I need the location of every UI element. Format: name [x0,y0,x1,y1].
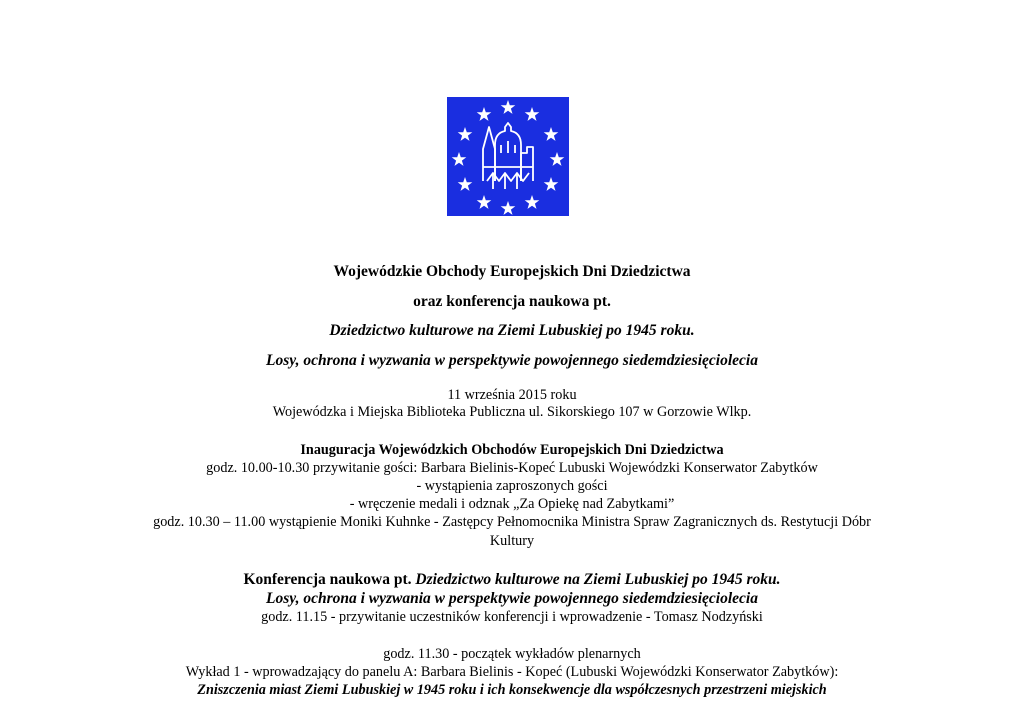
title-line-1: Wojewódzkie Obchody Europejskich Dni Dziedzictwa [333,263,691,280]
event-venue: Wojewódzka i Miejska Biblioteka Publiczna ul. Sikorskiego 107 w Gorzowie Wlkp. [272,404,752,420]
title-line-2: oraz konferencja naukowa pt. [413,293,611,310]
conference-welcome: godz. 11.15 - przywitanie uczestników konferencji i wprowadzenie - Tomasz Nodzyński [261,609,763,625]
event-date: 11 września 2015 roku [447,387,577,403]
lecture-1: Wykład 1 - wprowadzający do panelu A: Barbara Bielinis - Kopeć (Lubuski Wojewódzki Konserwator Zabytków): [185,664,839,680]
inauguration-line-5: Kultury [489,533,535,549]
european-heritage-days-logo [447,97,569,216]
conference-heading-prefix: Konferencja naukowa pt. [243,571,416,588]
plenary-start: godz. 11.30 - początek wykładów plenarnych [383,646,641,662]
inauguration-heading: Inauguracja Wojewódzkich Obchodów Europejskich Dni Dziedzictwa [300,442,724,458]
inauguration-line-4: godz. 10.30 – 11.00 wystąpienie Moniki Kuhnke - Zastępcy Pełnomocnika Ministra Spraw Zagranicznych ds. Restytucji Dóbr [153,514,871,530]
lecture-1-title: Zniszczenia miast Ziemi Lubuskiej w 1945 roku i ich konsekwencje dla współczesnych przestrzeni miejskich [197,682,827,698]
title-line-3: Dziedzictwo kulturowe na Ziemi Lubuskiej po 1945 roku. [329,322,695,339]
conference-heading-line-2: Losy, ochrona i wyzwania w perspektywie powojennego siedemdziesięciolecia [266,590,758,607]
inauguration-line-2: - wystąpienia zaproszonych gości [416,478,608,494]
logo-background [447,97,569,216]
logo-graphic [447,97,569,216]
conference-heading [0,571,1024,589]
title-line-4: Losy, ochrona i wyzwania w perspektywie powojennego siedemdziesięciolecia [266,352,758,369]
conference-heading-title: Dziedzictwo kulturowe na Ziemi Lubuskiej po 1945 roku. [415,571,781,588]
inauguration-line-1: godz. 10.00-10.30 przywitanie gości: Barbara Bielinis-Kopeć Lubuski Wojewódzki Konserwator Zabytków [206,460,818,476]
inauguration-line-3: - wręczenie medali i odznak „Za Opiekę nad Zabytkami” [349,496,675,512]
